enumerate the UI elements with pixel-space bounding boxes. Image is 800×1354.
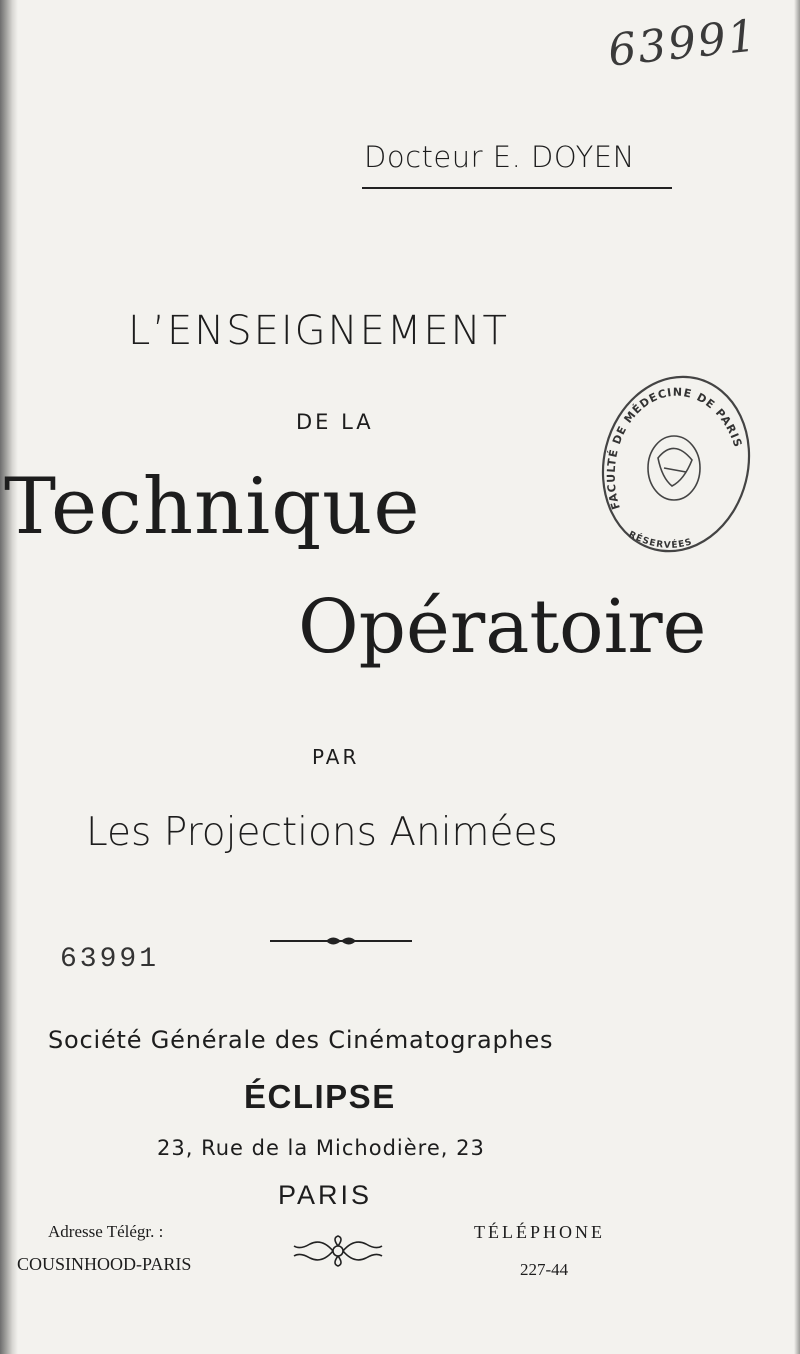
handwritten-shelf-number: 63991 — [605, 10, 761, 77]
book-spine-edge — [0, 0, 18, 1354]
author-underline — [362, 187, 672, 189]
telephone-number: 227-44 — [520, 1260, 569, 1279]
stamp-emblem-icon — [648, 436, 700, 500]
author-name: Docteur E. DOYEN — [364, 140, 635, 174]
svg-text:RÉSERVÉES — [627, 530, 694, 551]
title-line-1: L’ENSEIGNEMENT — [128, 308, 509, 354]
library-stamp-text: FACULTÉ DE MÉDECINE DE PARIS — [604, 385, 745, 512]
publisher-city: PARIS — [278, 1180, 373, 1210]
telegraph-address: COUSINHOOD-PARIS — [17, 1254, 192, 1274]
page-edge — [794, 0, 800, 1354]
publisher-address: 23, Rue de la Michodière, 23 — [157, 1136, 485, 1160]
title-line-3: Technique — [4, 462, 421, 552]
ornament-divider — [270, 932, 412, 950]
telephone-label: TÉLÉPHONE — [474, 1222, 605, 1242]
telegraph-label: Adresse Télégr. : — [48, 1222, 164, 1241]
flourish-ornament-icon — [292, 1234, 384, 1268]
library-stamp-bottom-text: RÉSERVÉES — [626, 529, 694, 551]
title-line-4: Opératoire — [298, 584, 707, 670]
publisher-name: Société Générale des Cinématographes — [48, 1026, 554, 1054]
inventory-stamp-number: 63991 — [60, 944, 160, 975]
title-line-5: PAR — [312, 745, 360, 769]
library-stamp — [598, 368, 758, 564]
title-line-6: Les Projections Animées — [86, 810, 558, 855]
publisher-brand: ÉCLIPSE — [244, 1078, 396, 1115]
title-line-2: DE LA — [296, 410, 374, 434]
